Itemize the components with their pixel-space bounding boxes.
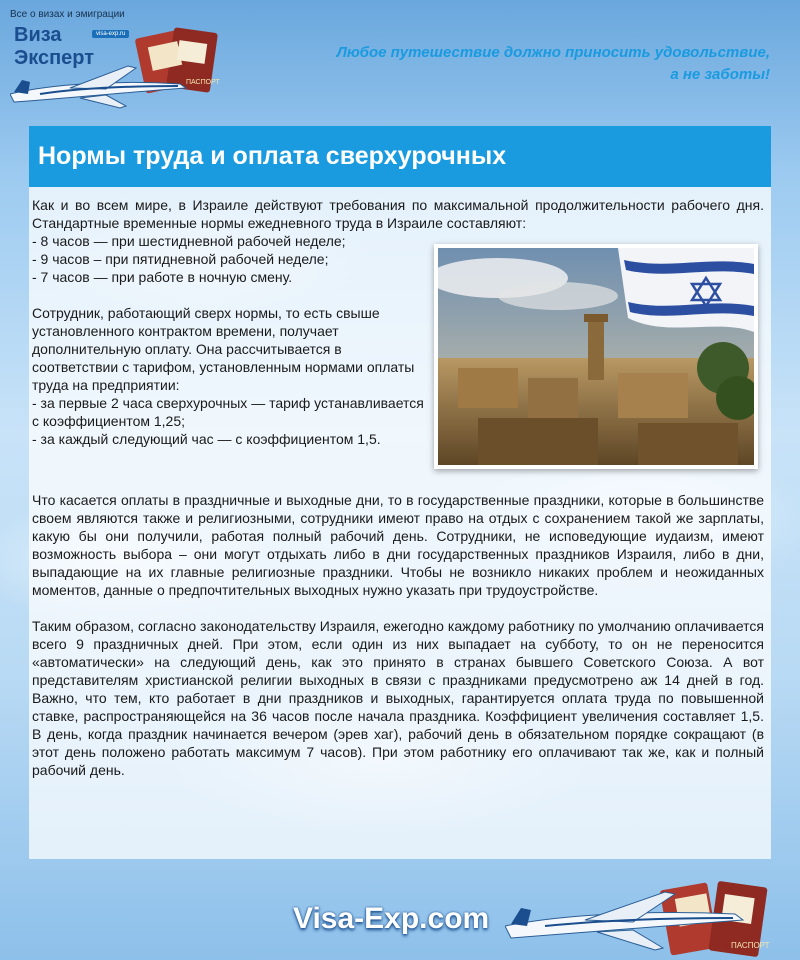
intro-paragraph: Как и во всем мире, в Израиле действуют требования по максимальной продолжительности рабочего дня. Стандартные временные нормы ежедневного труда в Израиле составляют: [32, 197, 764, 231]
airplane-icon [505, 880, 795, 960]
site-header [0, 0, 800, 120]
slogan-line-1: Любое путешествие должно приносить удовольствие, [336, 44, 770, 61]
holidays-paragraph: Что касается оплаты в праздничные и выходные дни, то в государственные праздники, которые в большинстве своем являются также и религиозными, сотрудники имеют право на отдых с сохранением такой же зарплаты, какую бы они получили, работая полный рабочий день. Сотрудники, не исповедующие иудаизм, имеют возможность выбора – они могут отдыхать либо в дни государственных праздников Израиля, либо в дни, выпадающие на их главные религиозные праздники. Чтобы не возникло никаких проблем и неожиданных моментов, данные о предпочтительных выходных нужно указать при трудоустройстве. [32, 492, 764, 598]
conclusion-paragraph: Таким образом, согласно законодательству Израиля, ежегодно каждому работнику по умолчанию оплачивается всего 9 праздничных дней. При этом, если один из них выпадает на субботу, то он не переносится «автоматически» на следующий день, как это принято в странах бывшего Советского Союза. А вот представителям христианской религии выходных в связи с праздниками предусмотрено аж 14 дней в год. Важно, что тем, кто работает в дни праздников и выходных, гарантируется оплата труда по повышенной ставке, распространяющейся на 36 часов после начала праздника. Коэффициент увеличения составляет 1,5. В день, когда праздник начинается вечером (эрев хаг), рабочий день в обязательном порядке сокращают (в этот день положено работать максимум 7 часов). При этом работнику его оплачивают так же, как и полный рабочий день. [32, 618, 764, 778]
airplane-icon [10, 22, 230, 112]
jerusalem-photo [434, 244, 758, 469]
svg-text:ПАСПОРТ: ПАСПОРТ [186, 79, 220, 86]
site-tagline: Все о визах и эмиграции [10, 9, 125, 20]
logo-word-visa: Виза [14, 24, 62, 46]
norm-item: - 7 часов — при работе в ночную смену. [32, 269, 293, 285]
slogan-line-2: а не заботы! [670, 66, 770, 83]
jerusalem-flag-image [438, 248, 754, 465]
site-logo[interactable] [10, 22, 230, 112]
site-footer [0, 880, 800, 960]
logo-url: visa-exp.ru [92, 30, 129, 38]
overtime-rate-item: - за первые 2 часа сверхурочных — тариф устанавливается с коэффициентом 1,25; [32, 395, 424, 429]
article [29, 126, 771, 859]
site-slogan [337, 42, 770, 86]
logo-word-expert: Эксперт [14, 47, 95, 69]
norm-item: - 9 часов – при пятидневной рабочей неделе; [32, 251, 329, 267]
svg-text:ПАСПОРТ: ПАСПОРТ [731, 941, 770, 950]
footer-brand[interactable]: Visa-Exp.com [293, 902, 490, 935]
overtime-paragraph: Сотрудник, работающий сверх нормы, то есть свыше установленного контрактом времени, получает дополнительную оплату. Она рассчитывается в соответствии с тарифом, установленным нормами оплаты труда на предприятии: [32, 305, 415, 393]
overtime-rate-item: - за каждый следующий час — с коэффициентом 1,5. [32, 431, 381, 447]
page-title: Нормы труда и оплата сверхурочных [38, 142, 507, 170]
norm-item: - 8 часов — при шестидневной рабочей неделе; [32, 233, 346, 249]
article-body [32, 196, 764, 779]
title-bar [29, 126, 771, 187]
